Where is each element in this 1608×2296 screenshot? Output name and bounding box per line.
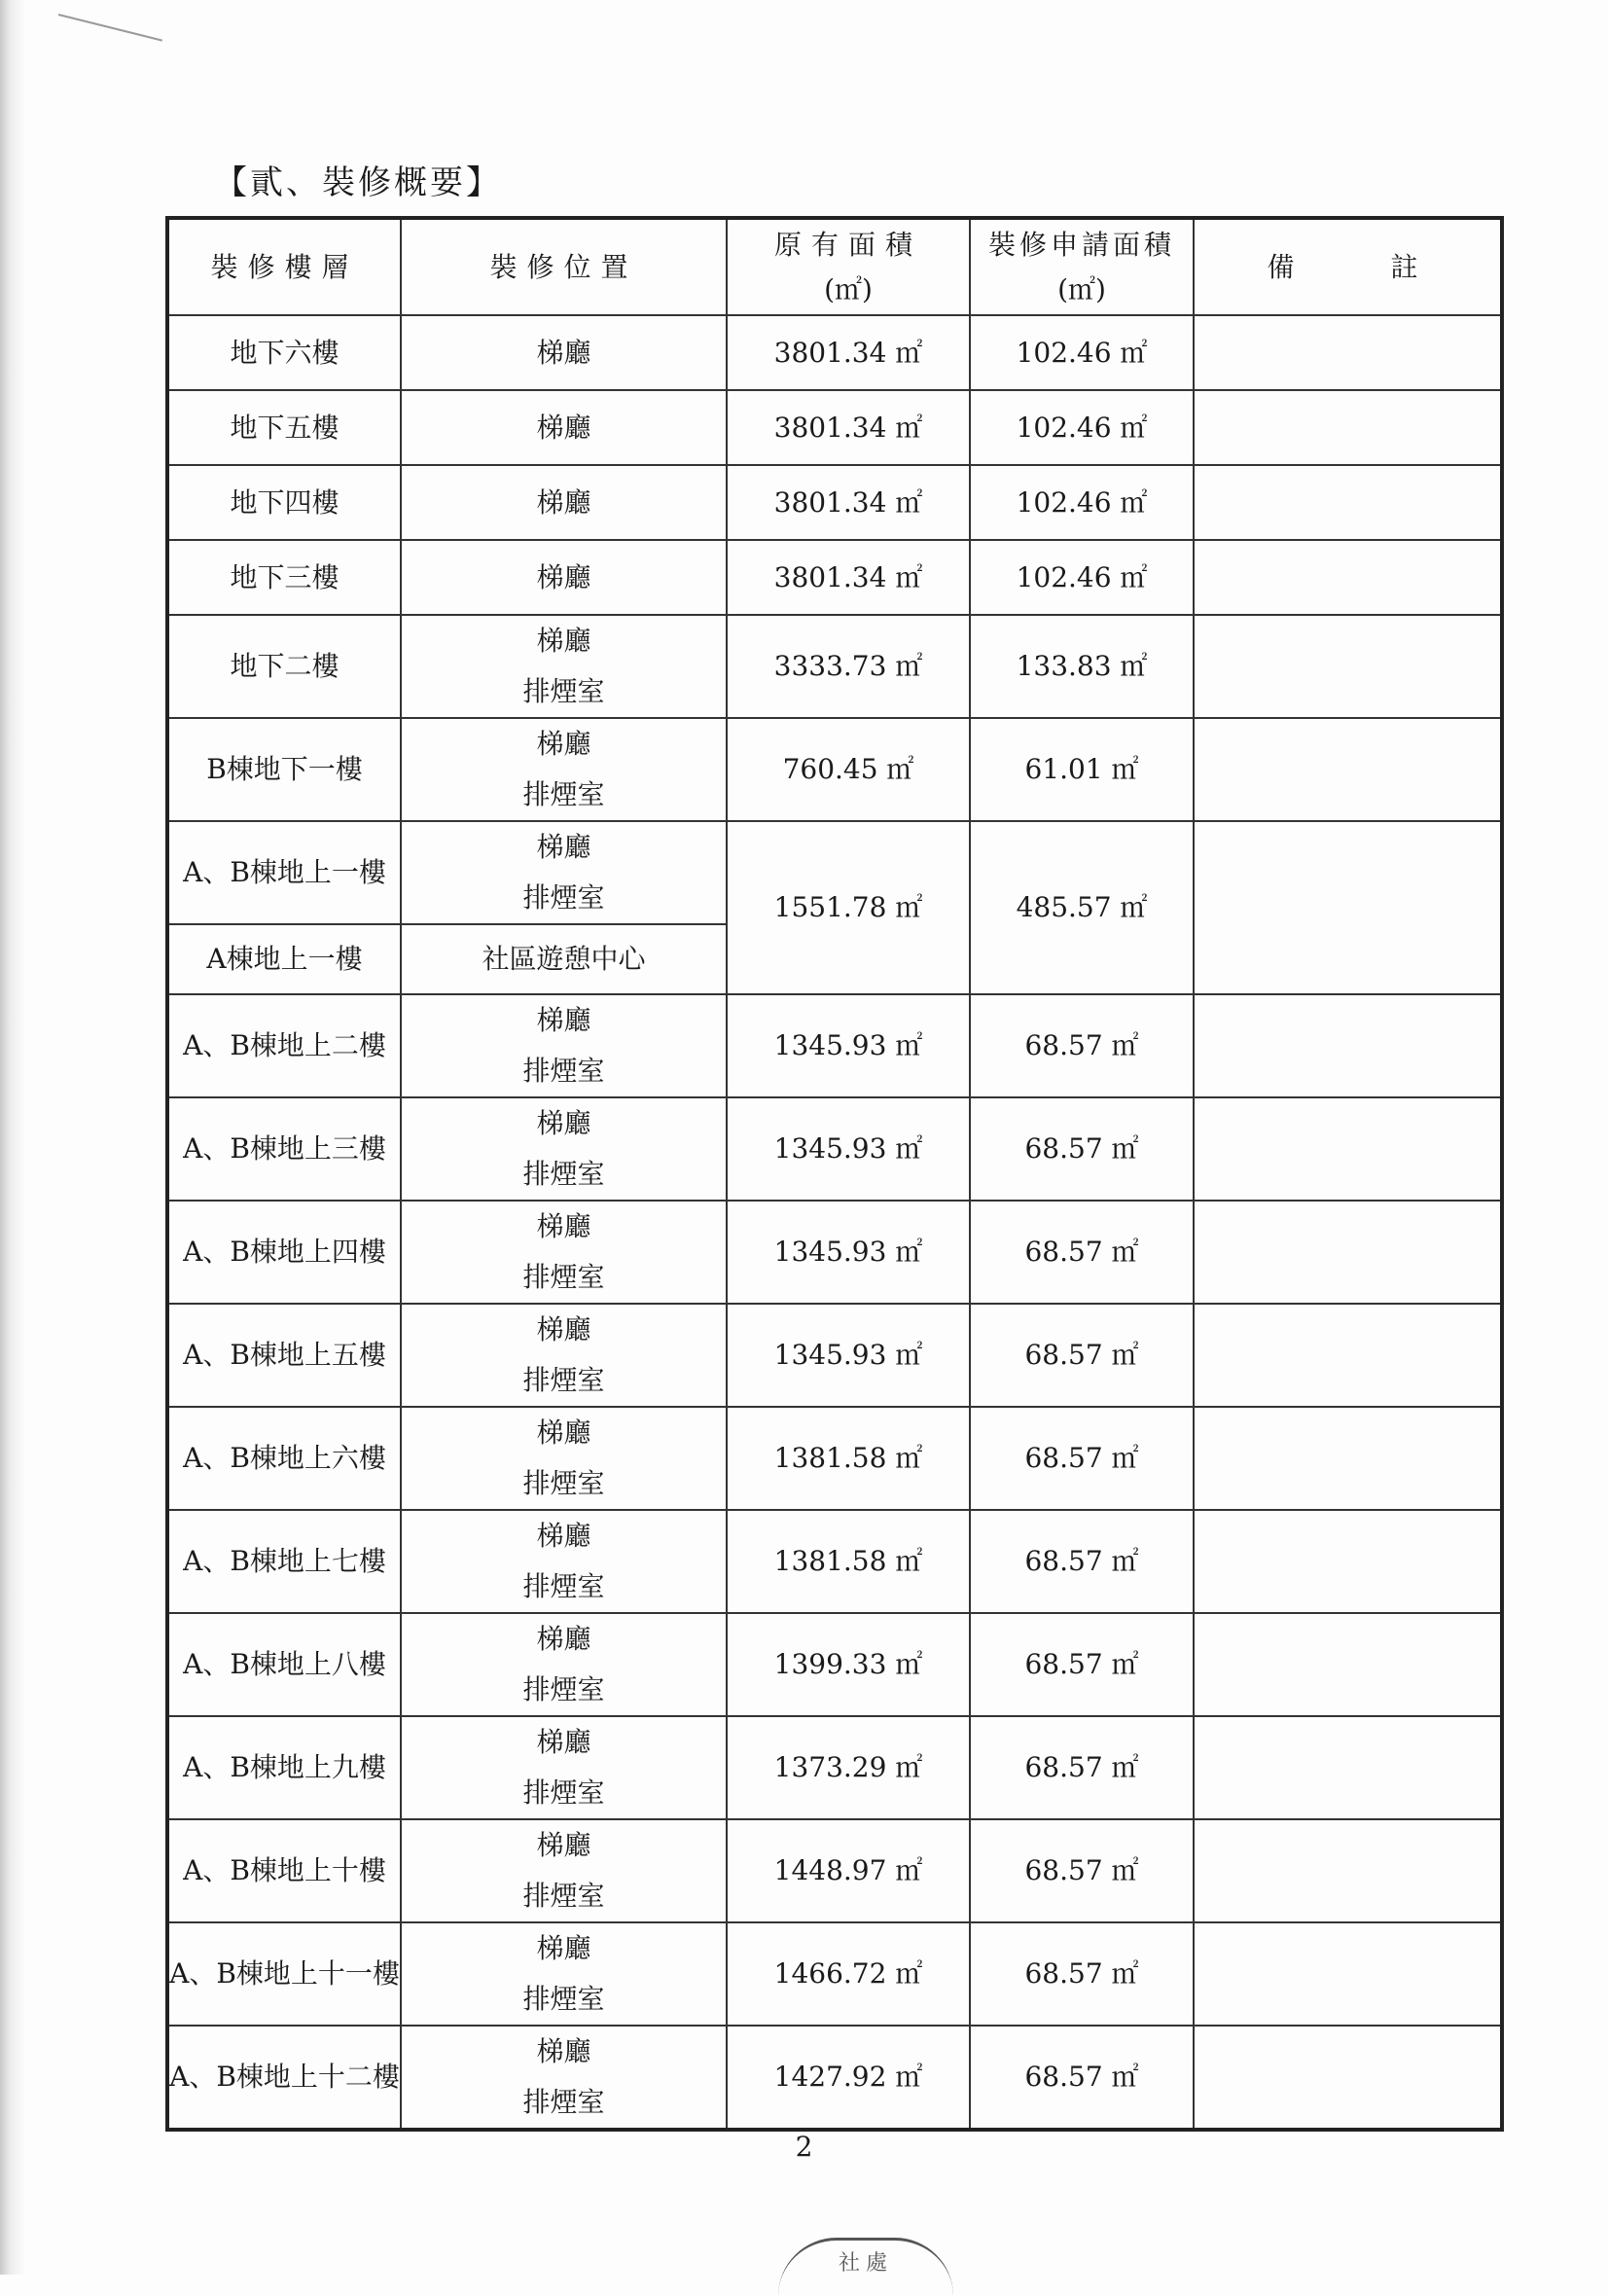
- cell-applied-area: 68.57 ㎡: [970, 2026, 1194, 2130]
- cell-location: [401, 924, 727, 994]
- header-applied-area-unit: (㎡): [1057, 272, 1106, 305]
- cell-floor: A、B棟地上十一樓: [167, 1922, 401, 2026]
- cell-note: [1194, 718, 1502, 821]
- scan-corner-mark: [58, 14, 162, 42]
- location-line: 梯廳: [536, 1829, 591, 1861]
- cell-note: [1194, 1613, 1502, 1716]
- location-line: 排煙室: [522, 881, 605, 914]
- location-line: 梯廳: [536, 1417, 591, 1449]
- table-row: [167, 390, 1502, 465]
- cell-floor: B棟地下一樓: [167, 718, 401, 821]
- cell-note: [1194, 2026, 1502, 2130]
- cell-applied-area: 68.57 ㎡: [970, 1922, 1194, 2026]
- cell-original-area: 1466.72 ㎡: [727, 1922, 970, 2026]
- cell-floor: 地下六樓: [167, 315, 401, 390]
- cell-floor: 地下二樓: [167, 615, 401, 718]
- cell-floor: A、B棟地上七樓: [167, 1510, 401, 1613]
- location-line: 梯廳: [536, 485, 591, 519]
- table-row: [167, 994, 1502, 1097]
- cell-original-area: 1551.78 ㎡: [727, 821, 970, 994]
- location-line: 排煙室: [522, 1880, 605, 1912]
- cell-note: [1194, 1819, 1502, 1922]
- cell-floor: A、B棟地上六樓: [167, 1407, 401, 1510]
- cell-original-area: 1373.29 ㎡: [727, 1716, 970, 1819]
- cell-applied-area: 102.46 ㎡: [970, 540, 1194, 615]
- cell-applied-area: 133.83 ㎡: [970, 615, 1194, 718]
- cell-note: [1194, 1201, 1502, 1304]
- cell-location: [401, 2026, 727, 2130]
- cell-applied-area: 68.57 ㎡: [970, 1097, 1194, 1201]
- table-row: [167, 1201, 1502, 1304]
- cell-floor: A、B棟地上五樓: [167, 1304, 401, 1407]
- seal-stamp: 社處: [778, 2238, 953, 2296]
- location-line: 排煙室: [522, 2086, 605, 2118]
- cell-original-area: 3801.34 ㎡: [727, 390, 970, 465]
- cell-applied-area: 68.57 ㎡: [970, 1510, 1194, 1613]
- table-row: [167, 718, 1502, 821]
- table-row: [167, 1922, 1502, 2026]
- table-row: [167, 1819, 1502, 1922]
- location-line: 排煙室: [522, 1467, 605, 1499]
- cell-location: [401, 994, 727, 1097]
- location-line: 梯廳: [536, 728, 591, 760]
- table-row: [167, 1407, 1502, 1510]
- location-line: 梯廳: [536, 1004, 591, 1036]
- table-header-row: [167, 218, 1502, 315]
- table-row: [167, 1510, 1502, 1613]
- cell-original-area: 1427.92 ㎡: [727, 2026, 970, 2130]
- cell-floor: A、B棟地上九樓: [167, 1716, 401, 1819]
- cell-original-area: 1345.93 ㎡: [727, 1201, 970, 1304]
- header-original-area-label: 原有面積: [773, 228, 922, 261]
- cell-applied-area: 102.46 ㎡: [970, 315, 1194, 390]
- cell-original-area: 1399.33 ㎡: [727, 1613, 970, 1716]
- cell-floor: A、B棟地上三樓: [167, 1097, 401, 1201]
- cell-applied-area: 68.57 ㎡: [970, 1407, 1194, 1510]
- location-line: 梯廳: [536, 1107, 591, 1139]
- header-applied-area-label: 裝修申請面積: [987, 228, 1175, 261]
- cell-applied-area: 61.01 ㎡: [970, 718, 1194, 821]
- table-row: [167, 615, 1502, 718]
- cell-note: [1194, 994, 1502, 1097]
- location-line: 排煙室: [522, 1673, 605, 1705]
- cell-location: [401, 390, 727, 465]
- cell-applied-area: 102.46 ㎡: [970, 390, 1194, 465]
- location-line: 排煙室: [522, 1983, 605, 2015]
- cell-note: [1194, 1510, 1502, 1613]
- table-body: [167, 315, 1502, 2130]
- table-row: [167, 315, 1502, 390]
- table-row: [167, 540, 1502, 615]
- cell-location: [401, 1716, 727, 1819]
- header-note: 備 註: [1194, 218, 1502, 315]
- cell-original-area: 3333.73 ㎡: [727, 615, 970, 718]
- location-line: 排煙室: [522, 1364, 605, 1396]
- section-title: 【貳、裝修概要】: [214, 163, 502, 202]
- cell-applied-area: 68.57 ㎡: [970, 994, 1194, 1097]
- location-line: 梯廳: [536, 1623, 591, 1655]
- header-original-area: [727, 218, 970, 315]
- cell-location: [401, 1510, 727, 1613]
- location-line: 排煙室: [522, 1570, 605, 1602]
- cell-original-area: 1345.93 ㎡: [727, 994, 970, 1097]
- location-line: 梯廳: [536, 1520, 591, 1552]
- header-original-area-unit: (㎡): [824, 272, 873, 305]
- cell-location: [401, 1407, 727, 1510]
- cell-location: [401, 315, 727, 390]
- table-row: [167, 1097, 1502, 1201]
- cell-note: [1194, 1097, 1502, 1201]
- table-row: [167, 1613, 1502, 1716]
- cell-location: [401, 718, 727, 821]
- cell-original-area: 760.45 ㎡: [727, 718, 970, 821]
- cell-floor: 地下五樓: [167, 390, 401, 465]
- cell-floor: 地下四樓: [167, 465, 401, 540]
- cell-location: [401, 540, 727, 615]
- cell-location: [401, 1201, 727, 1304]
- location-line: 梯廳: [536, 1932, 591, 1964]
- location-line: 梯廳: [536, 336, 591, 369]
- cell-location: [401, 821, 727, 924]
- cell-note: [1194, 390, 1502, 465]
- location-line: 排煙室: [522, 778, 605, 810]
- cell-location: [401, 1304, 727, 1407]
- cell-note: [1194, 465, 1502, 540]
- cell-original-area: 1345.93 ㎡: [727, 1097, 970, 1201]
- cell-location: [401, 1922, 727, 2026]
- cell-note: [1194, 1407, 1502, 1510]
- cell-applied-area: 68.57 ㎡: [970, 1304, 1194, 1407]
- location-line: 排煙室: [522, 1261, 605, 1293]
- renovation-summary-table: [165, 216, 1504, 2132]
- location-line: 梯廳: [536, 1210, 591, 1242]
- location-line: 社區遊憩中心: [482, 943, 646, 975]
- cell-floor: A、B棟地上八樓: [167, 1613, 401, 1716]
- cell-original-area: 1448.97 ㎡: [727, 1819, 970, 1922]
- cell-original-area: 3801.34 ㎡: [727, 315, 970, 390]
- cell-applied-area: 485.57 ㎡: [970, 821, 1194, 994]
- cell-location: [401, 615, 727, 718]
- location-line: 梯廳: [536, 831, 591, 863]
- location-line: 排煙室: [522, 1055, 605, 1087]
- cell-floor: A、B棟地上十樓: [167, 1819, 401, 1922]
- cell-note: [1194, 540, 1502, 615]
- location-line: 梯廳: [536, 411, 591, 444]
- cell-location: [401, 1819, 727, 1922]
- table-row: [167, 1304, 1502, 1407]
- table-row: [167, 1716, 1502, 1819]
- cell-location: [401, 465, 727, 540]
- location-line: 梯廳: [536, 625, 591, 657]
- cell-original-area: 3801.34 ㎡: [727, 465, 970, 540]
- cell-note: [1194, 1716, 1502, 1819]
- location-line: 梯廳: [536, 560, 591, 593]
- header-floor: 裝修樓層: [167, 218, 401, 315]
- cell-note: [1194, 1304, 1502, 1407]
- cell-original-area: 3801.34 ㎡: [727, 540, 970, 615]
- location-line: 排煙室: [522, 1158, 605, 1190]
- cell-location: [401, 1613, 727, 1716]
- location-line: 梯廳: [536, 1313, 591, 1345]
- cell-applied-area: 68.57 ㎡: [970, 1716, 1194, 1819]
- cell-original-area: 1381.58 ㎡: [727, 1407, 970, 1510]
- cell-floor: A、B棟地上一樓: [167, 821, 401, 924]
- table-row: [167, 2026, 1502, 2130]
- scan-edge-shadow: [0, 0, 25, 2275]
- cell-floor: A、B棟地上二樓: [167, 994, 401, 1097]
- location-line: 梯廳: [536, 2035, 591, 2067]
- cell-note: [1194, 1922, 1502, 2026]
- cell-floor: A、B棟地上十二樓: [167, 2026, 401, 2130]
- header-location: 裝修位置: [401, 218, 727, 315]
- page-number: 2: [795, 2131, 813, 2163]
- location-line: 排煙室: [522, 675, 605, 707]
- cell-applied-area: 102.46 ㎡: [970, 465, 1194, 540]
- table-row: [167, 465, 1502, 540]
- cell-applied-area: 68.57 ㎡: [970, 1819, 1194, 1922]
- location-line: 排煙室: [522, 1776, 605, 1809]
- cell-note: [1194, 821, 1502, 994]
- location-line: 梯廳: [536, 1726, 591, 1758]
- cell-original-area: 1345.93 ㎡: [727, 1304, 970, 1407]
- cell-note: [1194, 315, 1502, 390]
- cell-applied-area: 68.57 ㎡: [970, 1613, 1194, 1716]
- cell-note: [1194, 615, 1502, 718]
- cell-location: [401, 1097, 727, 1201]
- header-applied-area: [970, 218, 1194, 315]
- cell-floor: A棟地上一樓: [167, 924, 401, 994]
- cell-floor: 地下三樓: [167, 540, 401, 615]
- cell-floor: A、B棟地上四樓: [167, 1201, 401, 1304]
- cell-original-area: 1381.58 ㎡: [727, 1510, 970, 1613]
- cell-applied-area: 68.57 ㎡: [970, 1201, 1194, 1304]
- table-row: [167, 821, 1502, 924]
